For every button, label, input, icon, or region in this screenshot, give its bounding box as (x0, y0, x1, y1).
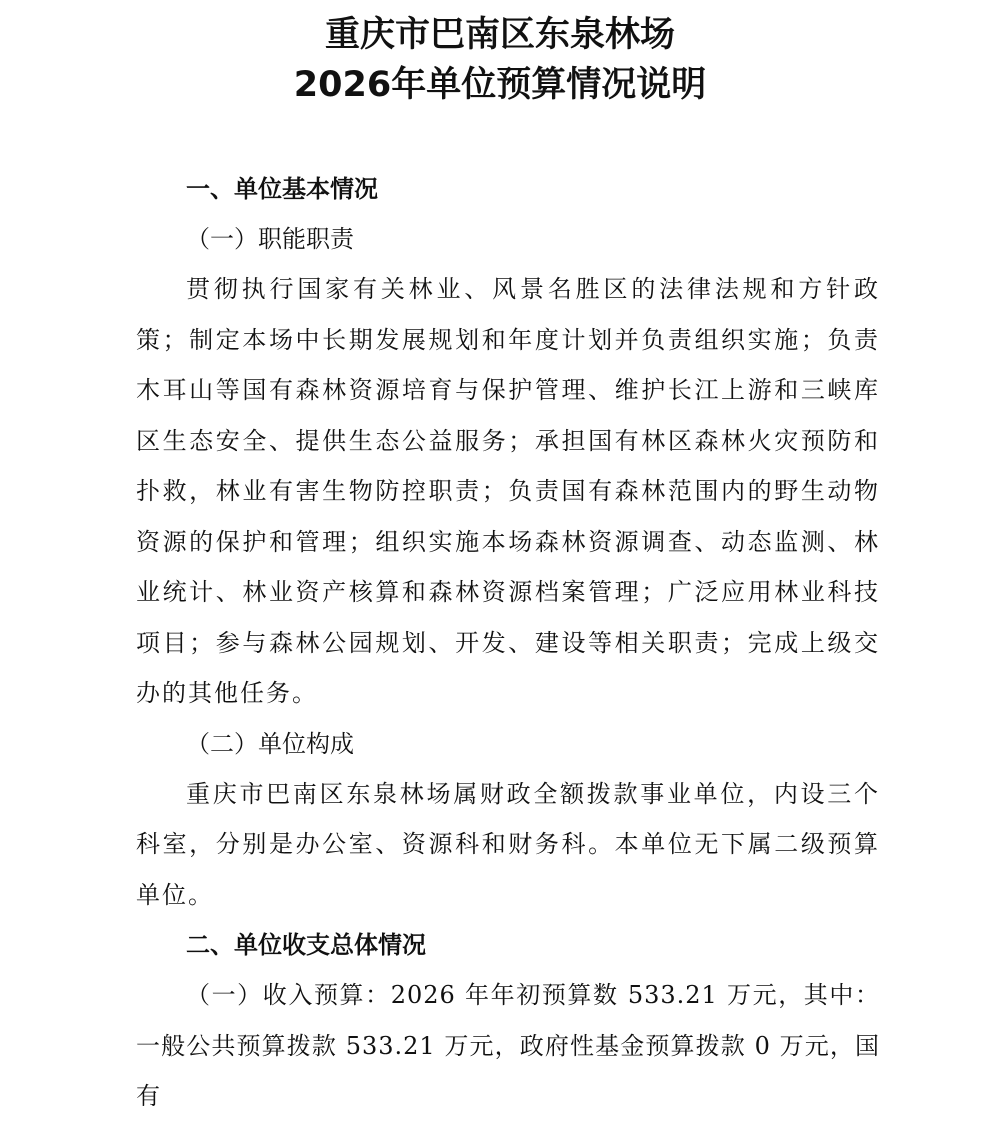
section-2-heading: 二、单位收支总体情况 (186, 931, 426, 959)
document-title (0, 10, 1000, 110)
title-line-1: 重庆市巴南区东泉林场 (324, 15, 675, 55)
section-1-heading: 一、单位基本情况 (186, 175, 378, 203)
section-1-sub-2-heading: （二）单位构成 (186, 729, 354, 758)
section-1-sub-1-heading: （一）职能职责 (186, 225, 354, 253)
section-2-sub-1-paragraph: （一）收入预算：2026 年年初预算数 533.21 万元，其中：一般公共预算拨款 533.21 万元，政府性基金预算拨款 0 万元，国有 (136, 981, 880, 1110)
section-1-sub-1-paragraph: 贯彻执行国家有关林业、风景名胜区的法律法规和方针政策；制定本场中长期发展规划和年度计划并负责组织实施；负责木耳山等国有森林资源培育与保护管理、维护长江上游和三峡库区生态安全、提供生态公益服务；承担国有林区森林火灾预防和扑救，林业有害生物防控职责；负责国有森林范围内的野生动物资源的保护和管理；组织实施本场森林资源调查、动态监测、林业统计、林业资产核算和森林资源档案管理；广泛应用林业科技项目；参与森林公园规划、开发、建设等相关职责；完成上级交办的其他任务。 (136, 275, 880, 707)
document-body (136, 164, 880, 1122)
title-line-2: 2026年单位预算情况说明 (293, 65, 707, 105)
section-1-sub-2-paragraph: 重庆市巴南区东泉林场属财政全额拨款事业单位，内设三个科室，分别是办公室、资源科和财务科。本单位无下属二级预算单位。 (136, 779, 880, 909)
